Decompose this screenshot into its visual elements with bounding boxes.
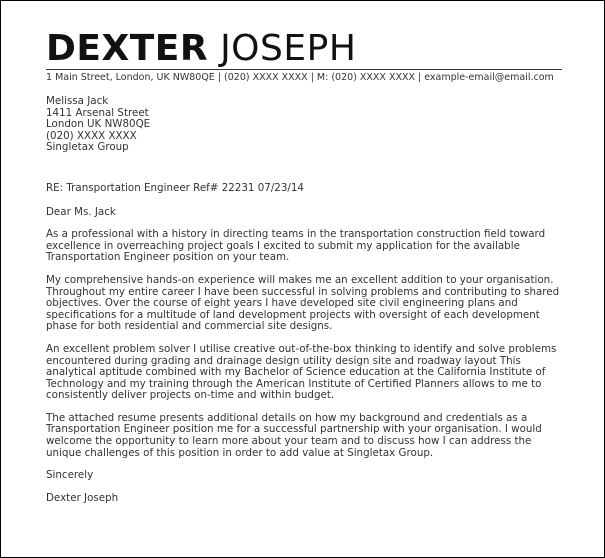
paragraph-3: An excellent problem solver I utilise creative out-of-the-box thinking to identify and solve problems encountered during grading and drainage design utility design site and roadway layout This analytical aptitude combined with my Bachelor of Science education at the California Institute of Technology and my training through the American Institute of Certified Planners allows to me to consistently deliver projects on-time and within budget. (46, 342, 557, 402)
sender-name (46, 27, 356, 71)
closing: Sincerely (46, 469, 94, 482)
subject-line: RE: Transportation Engineer Ref# 22231 07/23/14 (46, 181, 304, 194)
recipient-phone: (020) XXXX XXXX (46, 129, 137, 142)
recipient-street: 1411 Arsenal Street (46, 106, 149, 119)
header-divider (46, 69, 562, 70)
letter-body (46, 96, 562, 504)
sender-last-name: JOSEPH (220, 28, 357, 69)
sender-first-name: DEXTER (46, 28, 209, 69)
recipient-city: London UK NW80QE (46, 118, 151, 131)
paragraph-1: As a professional with a history in directing teams in the transportation construction field toward excellence in overreaching project goals I excited to submit my application for the available Transportation Engineer position on your team. (46, 228, 546, 264)
contact-line: 1 Main Street, London, UK NW80QE | (020) XXXX XXXX | M: (020) XXXX XXXX | example-email@email.com (46, 72, 554, 83)
recipient-company: Singletax Group (46, 141, 129, 154)
greeting: Dear Ms. Jack (46, 205, 116, 218)
recipient-address (46, 96, 562, 154)
signature: Dexter Joseph (46, 491, 119, 504)
paragraph-4: The attached resume presents additional details on how my background and credentials as a Transportation Engineer position me for a successful partnership with your organisation. I would welcome the opportunity to learn more about your team and to discuss how I can address the unique challenges of this position in order to add value at Singletax Group. (46, 411, 542, 459)
recipient-name: Melissa Jack (46, 95, 109, 107)
paragraph-2: My comprehensive hands-on experience will makes me an excellent addition to your organisation. Throughout my entire career I have been successful in solving problems and contributing to shared objectives. Over the course of eight years I have developed site civil engineering plans and specifications for a multitude of land development projects with oversight of each development phase for both residential and commercial site designs. (46, 273, 560, 333)
